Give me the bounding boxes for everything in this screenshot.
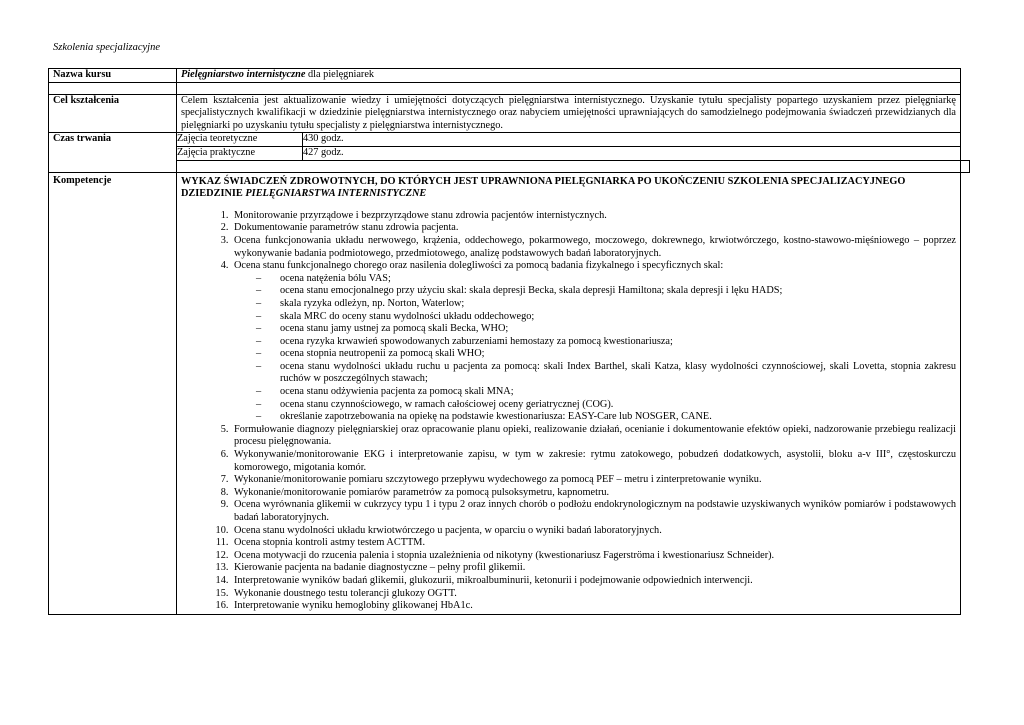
list-item: 16. Interpretowanie wyniku hemoglobiny glikowanej HbA1c.: [231, 600, 956, 613]
competences-list: [181, 210, 956, 613]
duration-theory-row: [177, 133, 960, 146]
list-item: 10. Ocena stanu wydolności układu krwiotwórczego u pacjenta, w oparciu o wyniki badań laboratoryjnych.: [231, 525, 956, 538]
list-item: 11. Ocena stopnia kontroli astmy testem ACTTM.: [231, 537, 956, 550]
scale-item: – ocena stanu emocjonalnego przy użyciu skal: skala depresji Becka, skala depresji Hamiltona; skala depresji i lęku HADS;: [256, 285, 956, 298]
scale-item: – określanie zapotrzebowania na opiekę na podstawie kwestionariusza: EASY-Care lub NOSGER, CANE.: [256, 411, 956, 424]
scale-item: – ocena stanu wydolności układu ruchu u pacjenta za pomocą: skali Index Barthel, skali Katza, klasy wydolności czynnościowej, skali Lovetta, stopnia zakresu ruchów w poszczególnych stawach;: [256, 361, 956, 386]
goal-label: Cel kształcenia: [49, 94, 177, 133]
list-item: 5. Formułowanie diagnozy pielęgniarskiej oraz opracowanie planu opieki, realizowanie działań, ocenianie i dokumentowanie efektów opieki, nadzorowanie przebiegu realizacji procesu pielęgnowania.: [231, 424, 956, 449]
competences-title-main: WYKAZ ŚWIADCZEŃ ZDROWOTNYCH, DO KTÓRYCH JEST UPRAWNIONA PIELĘGNIARKA PO UKOŃCZENIU SZKOLENIA SPECJALIZACYJNEGO DZIEDZINIE: [181, 175, 906, 200]
list-item: 3. Ocena funkcjonowania układu nerwowego, krążenia, oddechowego, pokarmowego, moczowego, dokrewnego, krwiotwórczego, kostno-stawowo-mięśniowego – poprzez wykonywanie badania podmiotowego, przedmiotowego, analizę podstawowych badań laboratoryjnych.: [231, 235, 956, 260]
scale-item: – ocena stanu czynnościowego, w ramach całościowej oceny geriatrycznej (COG).: [256, 399, 956, 412]
competences-row: [49, 172, 970, 614]
course-table: [48, 68, 970, 615]
scale-item: – skala MRC do oceny stanu wydolności układu oddechowego;: [256, 311, 956, 324]
competences-cell: [177, 172, 961, 614]
course-name-italic: Pielęgniarstwo internistyczne: [181, 69, 306, 80]
scale-item: – ocena stopnia neutropenii za pomocą skali WHO;: [256, 348, 956, 361]
list-item: 9. Ocena wyrównania glikemii w cukrzycy typu 1 i typu 2 oraz innych chorób o podłożu endokrynologicznym na podstawie uzyskiwanych wyników pomiarów i podstawowych badań laboratoryjnych.: [231, 499, 956, 524]
list-item: 8. Wykonanie/monitorowanie pomiarów parametrów za pomocą pulsoksymetru, kapnometru.: [231, 487, 956, 500]
duration-practice-hours: 427 godz.: [303, 146, 344, 158]
duration-practice-type: Zajęcia praktyczne: [177, 146, 303, 159]
competences-label: Kompetencje: [49, 172, 177, 614]
list-item: [231, 260, 956, 424]
list-item: 14. Interpretowanie wyników badań glikemii, glukozurii, mikroalbuminurii, ketonurii i podejmowanie odpowiednich interwencji.: [231, 575, 956, 588]
list-item: 13. Kierowanie pacjenta na badanie diagnostyczne – pełny profil glikemii.: [231, 562, 956, 575]
spacer-row: [49, 82, 970, 94]
scale-item: – ocena stanu jamy ustnej za pomocą skali Becka, WHO;: [256, 323, 956, 336]
list-item: 1. Monitorowanie przyrządowe i bezprzyrządowe stanu zdrowia pacjentów internistycznych.: [231, 210, 956, 223]
competences-title: [181, 176, 956, 201]
list-item: 6. Wykonywanie/monitorowanie EKG i interpretowanie zapisu, w tym w zakresie: rytmu zatokowego, pobudzeń dodatkowych, asystolii, bloku a-v III°, częstoskurczu komorowego, migotania komór.: [231, 449, 956, 474]
list-item-text: Ocena stanu funkcjonalnego chorego oraz nasilenia dolegliwości za pomocą badania fizykalnego i specyficznych skal:: [234, 260, 724, 272]
page-header: Szkolenia specjalizacyjne: [53, 42, 161, 53]
spacer-row: [49, 160, 970, 172]
competences-title-italic: PIELĘGNIARSTWA INTERNISTYCZNE: [245, 188, 427, 200]
course-name-value: [177, 69, 961, 83]
duration-theory-type: Zajęcia teoretyczne: [177, 133, 303, 146]
scale-item: – ocena ryzyka krwawień spowodowanych zaburzeniami hemostazy za pomocą kwestionariusza;: [256, 336, 956, 349]
course-name-rest: dla pielęgniarek: [305, 69, 375, 80]
list-item: 15. Wykonanie doustnego testu tolerancji glukozy OGTT.: [231, 588, 956, 601]
scale-item: – ocena natężenia bólu VAS;: [256, 273, 956, 286]
list-item: 12. Ocena motywacji do rzucenia palenia i stopnia uzależnienia od nikotyny (kwestionariusz Fagerströma i kwestionariusz Schneider).: [231, 550, 956, 563]
duration-label: Czas trwania: [49, 133, 177, 172]
course-name-row: [49, 69, 970, 83]
duration-table: [177, 133, 960, 159]
duration-cell: [177, 133, 961, 160]
goal-row: [49, 94, 970, 133]
duration-theory-hours: 430 godz.: [303, 133, 961, 146]
goal-text: Celem kształcenia jest aktualizowanie wiedzy i umiejętności dotyczących pielęgniarstwa internistycznego. Uzyskanie tytułu specjalisty popartego uzyskaniem przez pielęgniarkę specjalistycznych kwalifikacji w dziedzinie pielęgniarstwa internistycznego oraz nabyciem umiejętności uprawniających do samodzielnego podejmowania świadczeń przewidzianych dla pielęgniarki po uzyskaniu tytułu specjalisty z pielęgniarstwa internistycznego.: [177, 94, 961, 133]
scale-item: – skala ryzyka odleżyn, np. Norton, Waterlow;: [256, 298, 956, 311]
scales-list: [234, 273, 956, 424]
duration-row: [49, 133, 970, 160]
list-item: 2. Dokumentowanie parametrów stanu zdrowia pacjenta.: [231, 222, 956, 235]
list-item: 7. Wykonanie/monitorowanie pomiaru szczytowego przepływu wydechowego za pomocą PEF – metru i zinterpretowanie wyniku.: [231, 474, 956, 487]
course-name-label: Nazwa kursu: [49, 69, 177, 83]
scale-item: – ocena stanu odżywienia pacjenta za pomocą skali MNA;: [256, 386, 956, 399]
duration-practice-row: [177, 146, 960, 159]
